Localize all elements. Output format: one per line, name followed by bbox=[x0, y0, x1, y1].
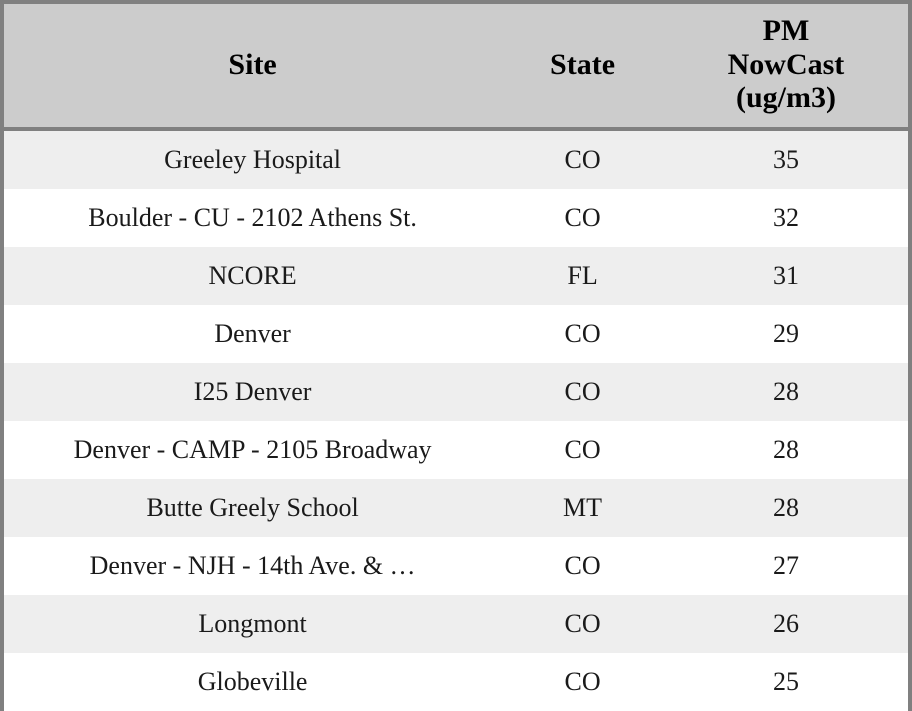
cell-value: 25 bbox=[772, 666, 799, 696]
cell-state: MT bbox=[563, 492, 603, 522]
table-row bbox=[4, 653, 908, 711]
cell-site: Butte Greely School bbox=[146, 492, 359, 522]
cell-state: CO bbox=[564, 318, 601, 348]
pm-nowcast-table bbox=[4, 4, 908, 711]
cell-value: 35 bbox=[772, 144, 799, 174]
table-row bbox=[4, 247, 908, 305]
cell-site: Denver - CAMP - 2105 Broadway bbox=[73, 434, 432, 464]
cell-site: Denver bbox=[214, 318, 291, 348]
cell-site: NCORE bbox=[208, 260, 297, 290]
table-row bbox=[4, 479, 908, 537]
table-row bbox=[4, 189, 908, 247]
cell-value: 26 bbox=[772, 608, 799, 638]
cell-value: 27 bbox=[772, 550, 799, 580]
table-header-row bbox=[4, 4, 908, 129]
cell-value: 32 bbox=[772, 202, 799, 232]
table-row bbox=[4, 129, 908, 189]
cell-state: FL bbox=[567, 260, 598, 290]
table-header bbox=[4, 4, 908, 129]
column-header-pm-nowcast-line-3: (ug/m3) bbox=[735, 81, 836, 115]
column-header-state bbox=[501, 4, 664, 129]
cell-site: Longmont bbox=[198, 608, 307, 638]
column-header-site bbox=[4, 4, 501, 129]
cell-state: CO bbox=[564, 202, 601, 232]
column-header-pm-nowcast-line-2: NowCast bbox=[727, 47, 845, 81]
table-row bbox=[4, 305, 908, 363]
cell-state: CO bbox=[564, 144, 601, 174]
cell-value: 28 bbox=[772, 434, 799, 464]
cell-site: Denver - NJH - 14th Ave. & … bbox=[89, 550, 416, 580]
cell-value: 29 bbox=[772, 318, 799, 348]
cell-site: Globeville bbox=[197, 666, 308, 696]
table-body bbox=[4, 129, 908, 711]
cell-site: Boulder - CU - 2102 Athens St. bbox=[88, 202, 417, 232]
column-header-pm-nowcast-line-1: PM bbox=[762, 14, 810, 47]
column-header-pm-nowcast bbox=[664, 4, 908, 129]
table-row bbox=[4, 595, 908, 653]
cell-value: 28 bbox=[772, 376, 799, 406]
cell-site: I25 Denver bbox=[193, 376, 312, 406]
table-row bbox=[4, 363, 908, 421]
cell-state: CO bbox=[564, 608, 601, 638]
cell-state: CO bbox=[564, 550, 601, 580]
cell-value: 31 bbox=[772, 260, 799, 290]
cell-value: 28 bbox=[772, 492, 799, 522]
cell-site: Greeley Hospital bbox=[164, 144, 342, 174]
cell-state: CO bbox=[564, 666, 601, 696]
column-header-site-line-1: Site bbox=[228, 47, 277, 81]
cell-state: CO bbox=[564, 434, 601, 464]
cell-state: CO bbox=[564, 376, 601, 406]
column-header-state-line-1: State bbox=[550, 47, 616, 81]
table-row bbox=[4, 537, 908, 595]
table-row bbox=[4, 421, 908, 479]
